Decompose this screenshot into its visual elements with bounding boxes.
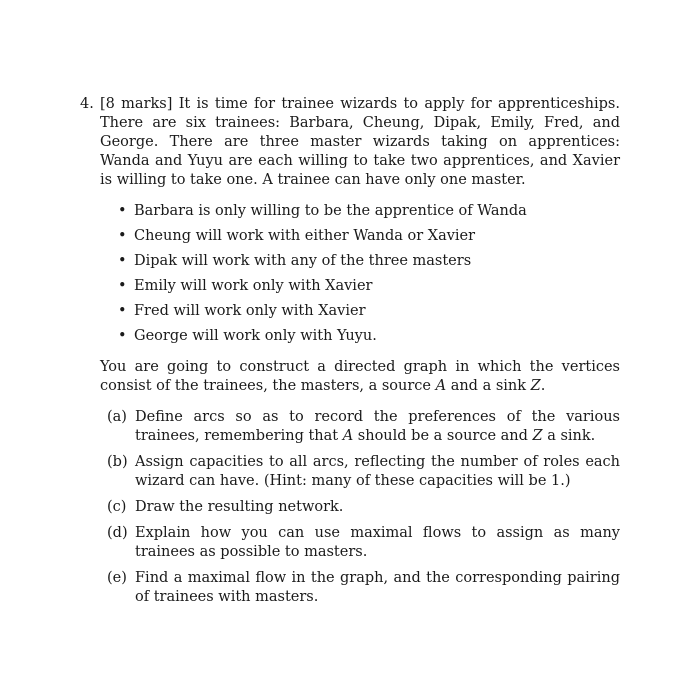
preference-item bbox=[80, 327, 620, 346]
part-a bbox=[80, 408, 620, 446]
part-text: should be a source and bbox=[353, 428, 533, 444]
part-b bbox=[80, 453, 620, 491]
preference-list bbox=[80, 202, 620, 346]
bullet-icon: • bbox=[118, 303, 127, 319]
preference-text: George will work only with Yuyu. bbox=[134, 328, 377, 344]
part-text: Find a maximal flow in the graph, and the corresponding pairing of trainees with masters. bbox=[135, 570, 620, 605]
part-c bbox=[80, 498, 620, 517]
source-vertex-label: A bbox=[342, 428, 354, 444]
question-4 bbox=[80, 95, 620, 614]
source-vertex-label: A bbox=[435, 378, 447, 394]
bullet-icon: • bbox=[118, 278, 127, 294]
sink-vertex-label: Z bbox=[532, 428, 543, 444]
construct-text: You are going to construct a directed graph in which the vertices consist of the trainees, the masters, a source bbox=[100, 359, 620, 394]
bullet-icon: • bbox=[118, 253, 127, 269]
part-text: Define arcs so as to record the preferences of the various trainees, remembering that bbox=[135, 409, 620, 444]
part-label: (e) bbox=[107, 570, 127, 586]
bullet-icon: • bbox=[118, 228, 127, 244]
preference-item bbox=[80, 277, 620, 296]
preference-item bbox=[80, 302, 620, 321]
part-e bbox=[80, 569, 620, 607]
preference-text: Dipak will work with any of the three masters bbox=[134, 253, 472, 269]
part-text: Draw the resulting network. bbox=[135, 499, 344, 515]
preference-item bbox=[80, 252, 620, 271]
question-intro: [8 marks] It is time for trainee wizards to apply for apprenticeships. There are six trainees: Barbara, Cheung, Dipak, Emily, Fred, and George. There are three master wizards taking on apprentices: Wanda and Yuyu are each willing to take two apprentices, and Xavier is willing to take one. A trainee can have only one master. bbox=[100, 96, 620, 188]
part-text: a sink. bbox=[542, 428, 596, 444]
part-label: (c) bbox=[107, 499, 127, 515]
bullet-icon: • bbox=[118, 328, 127, 344]
construct-text: and a sink bbox=[446, 378, 531, 394]
construct-paragraph bbox=[100, 358, 620, 396]
part-label: (a) bbox=[107, 409, 127, 425]
part-text: Assign capacities to all arcs, reflecting the number of roles each wizard can have. (Hint: many of these capacities will be 1.) bbox=[135, 454, 620, 489]
part-label: (d) bbox=[107, 525, 128, 541]
construct-text: . bbox=[540, 378, 546, 394]
part-label: (b) bbox=[107, 454, 128, 470]
part-text: Explain how you can use maximal flows to assign as many trainees as possible to masters. bbox=[135, 525, 620, 560]
preference-text: Fred will work only with Xavier bbox=[134, 303, 366, 319]
preference-text: Emily will work only with Xavier bbox=[134, 278, 373, 294]
bullet-icon: • bbox=[118, 203, 127, 219]
preference-text: Cheung will work with either Wanda or Xavier bbox=[134, 228, 476, 244]
sink-vertex-label: Z bbox=[530, 378, 541, 394]
question-parts bbox=[80, 408, 620, 607]
preference-text: Barbara is only willing to be the apprentice of Wanda bbox=[134, 203, 527, 219]
preference-item bbox=[80, 202, 620, 221]
preference-item bbox=[80, 227, 620, 246]
part-d bbox=[80, 524, 620, 562]
question-number: 4. bbox=[80, 96, 94, 112]
